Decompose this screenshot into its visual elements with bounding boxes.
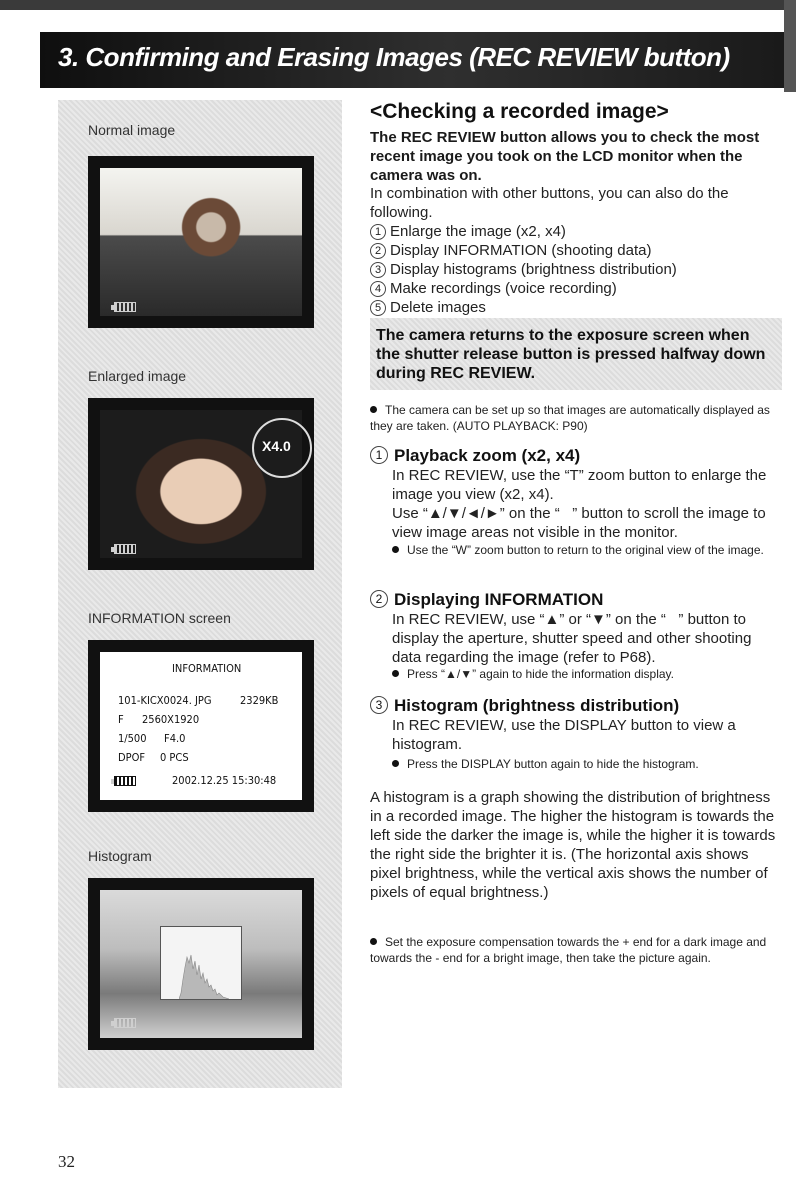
information-body: In REC REVIEW, use “▲” or “▼” on the “ ” button to display the aperture, shutter speed and other shooting data regarding the image (refer to P68). [392,611,752,666]
histogram-note: Press the DISPLAY button again to hide the histogram. [392,756,782,772]
page-number: 32 [58,1152,75,1171]
info-datetime: 2002.12.25 15:30:48 [172,774,277,787]
histogram-bars-icon [179,949,229,999]
checking-heading: <Checking a recorded image> [370,100,669,123]
function-item: 4 Make recordings (voice recording) [370,279,780,298]
battery-icon [114,776,136,786]
battery-icon [114,1018,136,1028]
info-shutter: 1/500 [118,732,147,745]
exposure-note: Set the exposure compensation towards the + end for a dark image and towards the - end for a bright image, then take the picture again. [370,935,767,965]
enlarged-image-label: Enlarged image [88,368,187,384]
function-item: 3 Display histograms (brightness distribution) [370,260,780,279]
normal-image-screen [88,156,314,328]
histogram-explanation: A histogram is a graph showing the distribution of brightness in a recorded image. The higher the histogram is towards the left side the darker the image is, while the higher it is towards the right side the brighter it is. (The horizontal axis shows pixel brightness, while the vertical axis shows the number of pixels of equal brightness.) [370,789,776,901]
info-heading: INFORMATION [172,662,242,675]
function-item: 1 Enlarge the image (x2, x4) [370,222,780,241]
information-heading: 2 Displaying INFORMATION [370,590,780,610]
info-file-size: 2329KB [240,694,279,707]
zoom-indicator: X4.0 [262,438,291,454]
normal-image-photo [100,168,302,316]
information-screen [88,640,314,812]
bullet-icon [370,938,377,945]
circled-number-icon: 1 [370,224,386,240]
information-screen-label: INFORMATION screen [88,610,231,626]
info-aperture: F4.0 [164,732,186,745]
checking-intro-body: In combination with other buttons, you can also do the following. [370,185,729,221]
circled-number-icon: 2 [370,590,388,608]
histogram-body: In REC REVIEW, use the DISPLAY button to view a histogram. [392,717,736,753]
circled-number-icon: 1 [370,446,388,464]
bullet-icon [370,406,377,413]
title-bar [0,0,796,92]
histogram-label: Histogram [88,848,152,864]
info-dpof-key: DPOF [118,751,146,764]
histogram-heading: 3 Histogram (brightness distribution) [370,696,780,716]
callout-text: The camera returns to the exposure screen when the shutter release button is pressed halfway down during REC REVIEW. [376,327,766,382]
bullet-icon [392,670,399,677]
circled-number-icon: 3 [370,262,386,278]
battery-icon [114,544,136,554]
circled-number-icon: 3 [370,696,388,714]
function-item: 2 Display INFORMATION (shooting data) [370,241,780,260]
top-band [0,0,796,10]
info-file-name: 101-KICX0024. JPG [118,694,212,707]
circled-number-icon: 4 [370,281,386,297]
histogram-graph [160,926,242,1000]
info-resolution-key: F [118,713,124,726]
playback-zoom-scroll: Use “▲/▼/◄/►” on the “ ” button to scroll the image to view image areas not visible in the monitor. [392,505,766,541]
normal-image-label: Normal image [88,122,176,138]
circled-number-icon: 5 [370,300,386,316]
enlarged-image-screen [88,398,314,570]
page-edge [784,0,796,92]
playback-zoom-heading: 1 Playback zoom (x2, x4) [370,446,780,466]
function-list [370,222,780,317]
info-resolution: 2560X1920 [142,713,200,726]
function-item: 5 Delete images [370,298,780,317]
info-dpof: 0 PCS [160,751,189,764]
playback-zoom-body: In REC REVIEW, use the “T” zoom button to enlarge the image you view (x2, x4). [392,467,767,503]
checking-intro-bold: The REC REVIEW button allows you to check the most recent image you took on the LCD monitor when the camera was on. [370,129,760,184]
bullet-icon [392,760,399,767]
circled-number-icon: 2 [370,243,386,259]
page-title: 3. Confirming and Erasing Images (REC REVIEW button) [58,42,730,72]
autoplay-note: The camera can be set up so that images are automatically displayed as they are taken. (AUTO PLAYBACK: P90) [370,403,770,433]
playback-zoom-note: Use the “W” zoom button to return to the original view of the image. [392,542,782,558]
information-note: Press “▲/▼” again to hide the information display. [392,666,782,682]
bullet-icon [392,546,399,553]
battery-icon [114,302,136,312]
